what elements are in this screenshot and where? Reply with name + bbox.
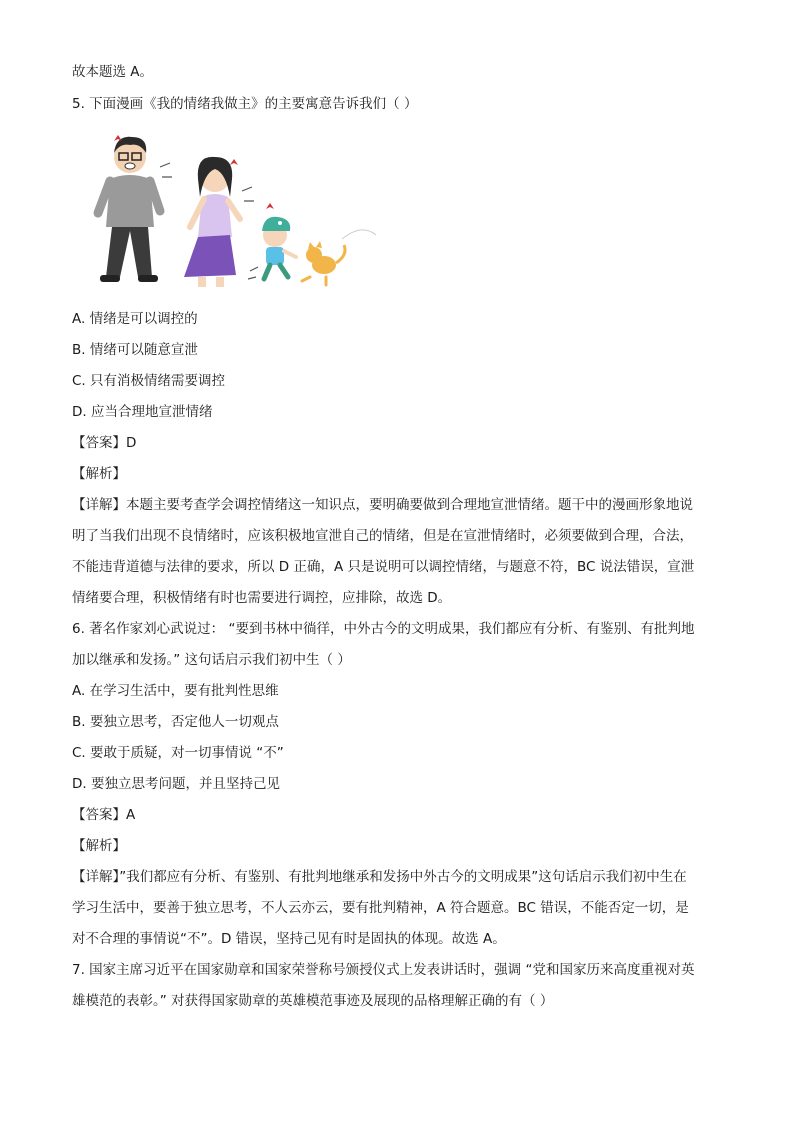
q6-answer: 【答案】A	[72, 807, 136, 823]
q6-stem-line: 加以继承和发扬。” 这句话启示我们初中生（ ）	[72, 652, 351, 668]
q6-detail-line: 对不合理的事情说“不”。D 错误，坚持己见有时是固执的体现。故选 A。	[72, 931, 506, 947]
q6-detail-line: 【详解】”我们都应有分析、有鉴别、有批判地继承和发扬中外古今的文明成果”这句话启示我们初中生在	[72, 869, 687, 885]
q6-stem-line: 6. 著名作家刘心武说过： “要到书林中徜徉，中外古今的文明成果，我们都应有分析、有鉴别、有批判地	[72, 621, 695, 637]
q6-stem	[72, 619, 722, 671]
q5-detail-line: 情绪要合理，积极情绪有时也需要进行调控，应排除，故选 D。	[72, 590, 452, 606]
q7-stem-line: 7. 国家主席习近平在国家勋章和国家荣誉称号颁授仪式上发表讲话时，强调 “党和国家历来高度重视对英	[72, 962, 695, 978]
mother-figure	[184, 157, 254, 287]
q6-detail-line: 学习生活中，要善于独立思考，不人云亦云，要有批判精神，A 符合题意。BC 错误，不能否定一切，是	[72, 900, 689, 916]
q6-detail	[72, 867, 722, 950]
q7-stem	[72, 960, 722, 1012]
q5-analysis-label: 【解析】	[72, 466, 126, 482]
q5-option-d: D. 应当合理地宣泄情绪	[72, 404, 213, 420]
cartoon-image	[80, 127, 380, 303]
q6-option-b: B. 要独立思考，否定他人一切观点	[72, 714, 279, 730]
intro-line: 故本题选 A。	[72, 64, 154, 80]
q5-option-c: C. 只有消极情绪需要调控	[72, 373, 226, 389]
q5-option-b: B. 情绪可以随意宣泄	[72, 342, 198, 358]
q5-stem: 5. 下面漫画《我的情绪我做主》的主要寓意告诉我们（ ）	[72, 96, 418, 112]
q7-stem-line: 雄模范的表彰。” 对获得国家勋章的英雄模范事迹及展现的品格理解正确的有（ ）	[72, 993, 554, 1009]
q6-analysis-label: 【解析】	[72, 838, 126, 854]
q5-detail-line: 明了当我们出现不良情绪时，应该积极地宣泄自己的情绪，但是在宣泄情绪时，必须要做到合理，合法，	[72, 528, 693, 544]
q5-detail-line: 不能违背道德与法律的要求，所以 D 正确，A 只是说明可以调控情绪，与题意不符，BC 说法错误，宣泄	[72, 559, 695, 575]
q5-detail-line: 【详解】本题主要考查学会调控情绪这一知识点，要明确要做到合理地宣泄情绪。题干中的漫画形象地说	[72, 497, 693, 513]
q5-detail	[72, 495, 722, 609]
cat-figure	[302, 230, 376, 285]
q6-option-c: C. 要敢于质疑，对一切事情说 “不”	[72, 745, 284, 761]
document-page	[72, 62, 722, 1022]
father-figure	[98, 135, 172, 282]
q6-option-a: A. 在学习生活中，要有批判性思维	[72, 683, 279, 699]
q6-option-d: D. 要独立思考问题，并且坚持己见	[72, 776, 280, 792]
child-figure	[248, 203, 296, 279]
q5-option-a: A. 情绪是可以调控的	[72, 311, 198, 327]
q5-answer: 【答案】D	[72, 435, 137, 451]
